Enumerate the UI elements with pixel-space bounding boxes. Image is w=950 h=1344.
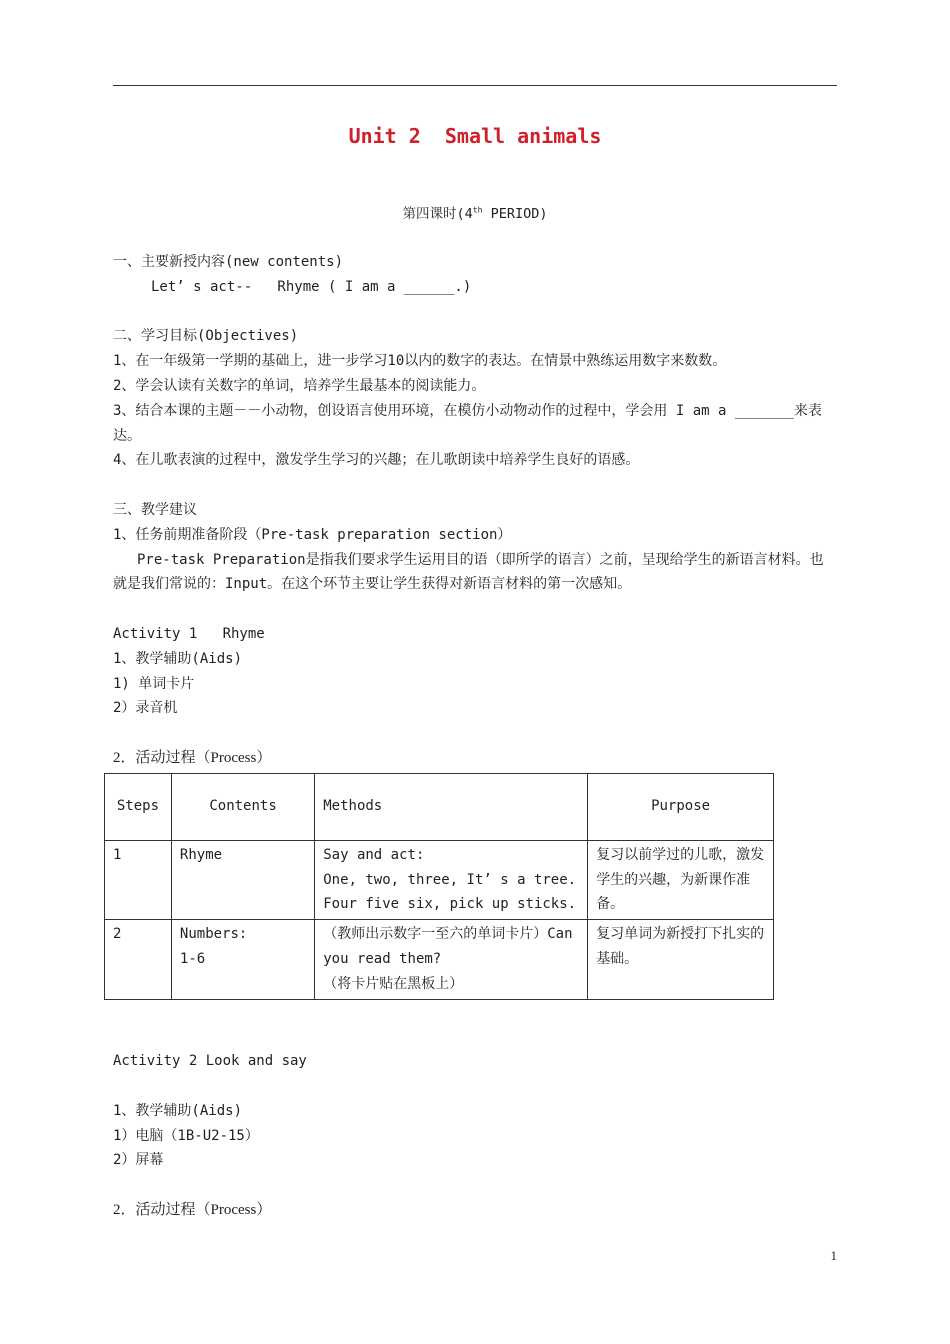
- table-row: [105, 840, 774, 919]
- process-table: [104, 773, 774, 1000]
- activity2-heading: Activity 2 Look and say: [113, 1053, 307, 1070]
- table-header-row: [105, 773, 774, 840]
- activity2-aid-item: 2）屏幕: [113, 1152, 164, 1169]
- objective-item: 1、在一年级第一学期的基础上，进一步学习10以内的数字的表达。在情景中熟练运用数字来数数。: [113, 353, 727, 370]
- section3-heading: 三、教学建议: [113, 501, 197, 518]
- activity1-heading: Activity 1 Rhyme: [113, 625, 265, 642]
- cell-step: 1: [105, 840, 172, 919]
- header-methods: Methods: [315, 773, 588, 840]
- activity2-process-heading: 2．活动过程（Process）: [113, 1201, 272, 1218]
- activity1-aid-item: 1) 单词卡片: [113, 675, 195, 692]
- cell-purpose: 复习以前学过的儿歌，激发学生的兴趣，为新课作准备。: [588, 840, 774, 919]
- page-number: 1: [830, 1248, 837, 1263]
- header-purpose: Purpose: [588, 773, 774, 840]
- table-row: [105, 920, 774, 999]
- activity2-aids-heading: 1、教学辅助(Aids): [113, 1102, 243, 1119]
- section3-paragraph: Pre-task Preparation是指我们要求学生运用目的语（即所学的语言）之前，呈现给学生的新语言材料。也就是我们常说的：Input。在这个环节主要让学生获得对新语言材料的第一次感知。: [113, 551, 824, 593]
- document-body: [113, 250, 837, 1223]
- section1-heading: 一、主要新授内容(new contents): [113, 254, 344, 270]
- objective-item: 3、结合本课的主题－－小动物，创设语言使用环境，在模仿小动物动作的过程中，学会用 I am a _______来表达。: [113, 402, 822, 444]
- section1-line: Let’ s act-- Rhyme ( I am a ______.): [151, 278, 472, 295]
- cell-content: Rhyme: [171, 840, 314, 919]
- activity2-aid-item: 1）电脑（1B-U2-15）: [113, 1127, 259, 1144]
- cell-step: 2: [105, 920, 172, 999]
- period-subtitle: 第四课时(4th PERIOD): [402, 205, 548, 222]
- section2-heading: 二、学习目标(Objectives): [113, 328, 299, 345]
- objective-item: 4、在儿歌表演的过程中，激发学生学习的兴趣；在儿歌朗读中培养学生良好的语感。: [113, 452, 640, 469]
- activity1-process-heading: 2．活动过程（Process）: [113, 749, 272, 766]
- page-title: Unit 2 Small animals: [348, 124, 602, 148]
- header-steps: Steps: [105, 773, 172, 840]
- header-contents: Contents: [171, 773, 314, 840]
- activity1-aids-heading: 1、教学辅助(Aids): [113, 650, 243, 667]
- cell-content: Numbers: 1-6: [171, 920, 314, 999]
- objective-item: 2、学会认读有关数字的单词，培养学生最基本的阅读能力。: [113, 377, 486, 394]
- cell-purpose: 复习单词为新授打下扎实的基础。: [588, 920, 774, 999]
- activity1-aid-item: 2）录音机: [113, 700, 178, 717]
- cell-methods: （教师出示数字一至六的单词卡片）Can you read them? （将卡片贴在黑板上）: [315, 920, 588, 999]
- cell-methods: Say and act: One, two, three, It’ s a tree. Four five six, pick up sticks.: [315, 840, 588, 919]
- section3-sub1: 1、任务前期准备阶段（Pre-task preparation section）: [113, 526, 512, 543]
- header-rule: [113, 85, 837, 86]
